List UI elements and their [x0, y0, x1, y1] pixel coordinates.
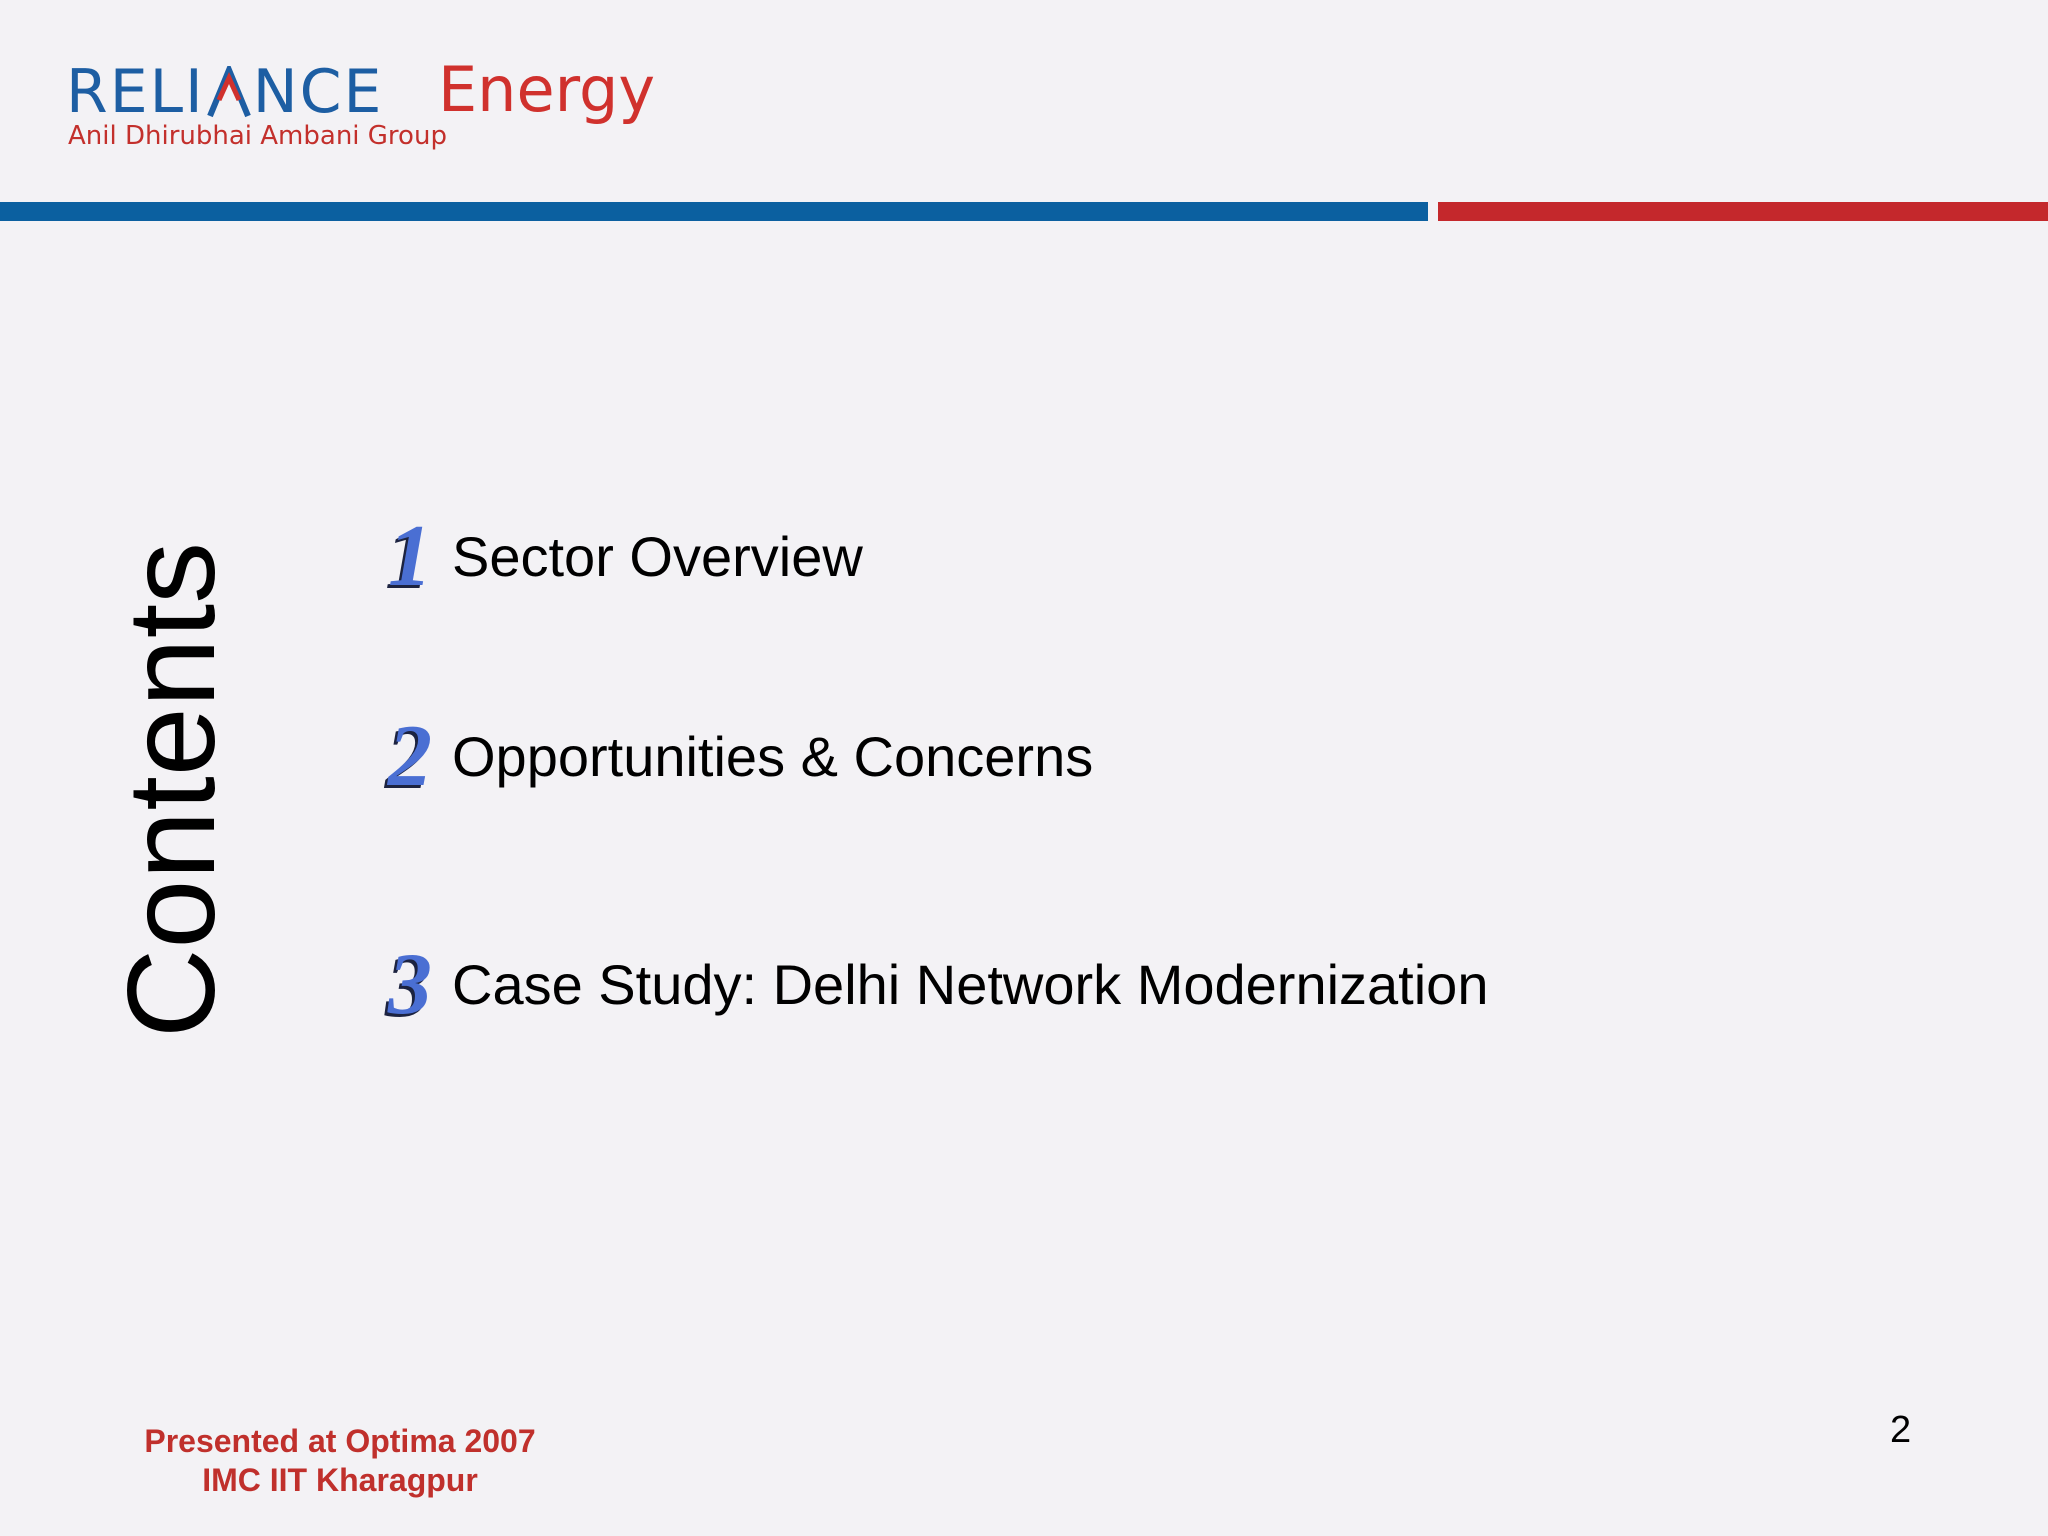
logo-group-name: Anil Dhirubhai Ambani Group [68, 121, 447, 151]
reliance-a-icon [207, 66, 251, 118]
logo-brand-text-end: NCE [252, 57, 384, 127]
footer-line-event: Presented at Optima 2007 [144, 1423, 536, 1459]
item-label: Case Study: Delhi Network Modernization [452, 953, 1489, 1016]
item-number: 2 [388, 708, 432, 805]
page-number: 2 [1890, 1409, 1912, 1451]
logo-product-name: Energy [438, 53, 656, 126]
item-label: Sector Overview [452, 525, 863, 588]
item-number: 1 [388, 508, 432, 605]
logo-brand-wordmark [66, 56, 383, 128]
reliance-energy-logo [66, 52, 706, 162]
logo-brand-text-start: RELI [66, 57, 205, 127]
header-bar-red [1438, 202, 2048, 221]
header-bar-blue [0, 202, 1428, 221]
contents-item-case-study [370, 936, 1489, 1033]
page-title: Contents [103, 541, 241, 1039]
contents-item-sector-overview [370, 508, 863, 605]
footer-line-venue: IMC IIT Kharagpur [202, 1462, 478, 1498]
item-label: Opportunities & Concerns [452, 725, 1094, 788]
contents-item-opportunities-concerns [370, 708, 1094, 805]
item-number: 3 [388, 936, 432, 1033]
footer-presentation-info [130, 1422, 550, 1500]
